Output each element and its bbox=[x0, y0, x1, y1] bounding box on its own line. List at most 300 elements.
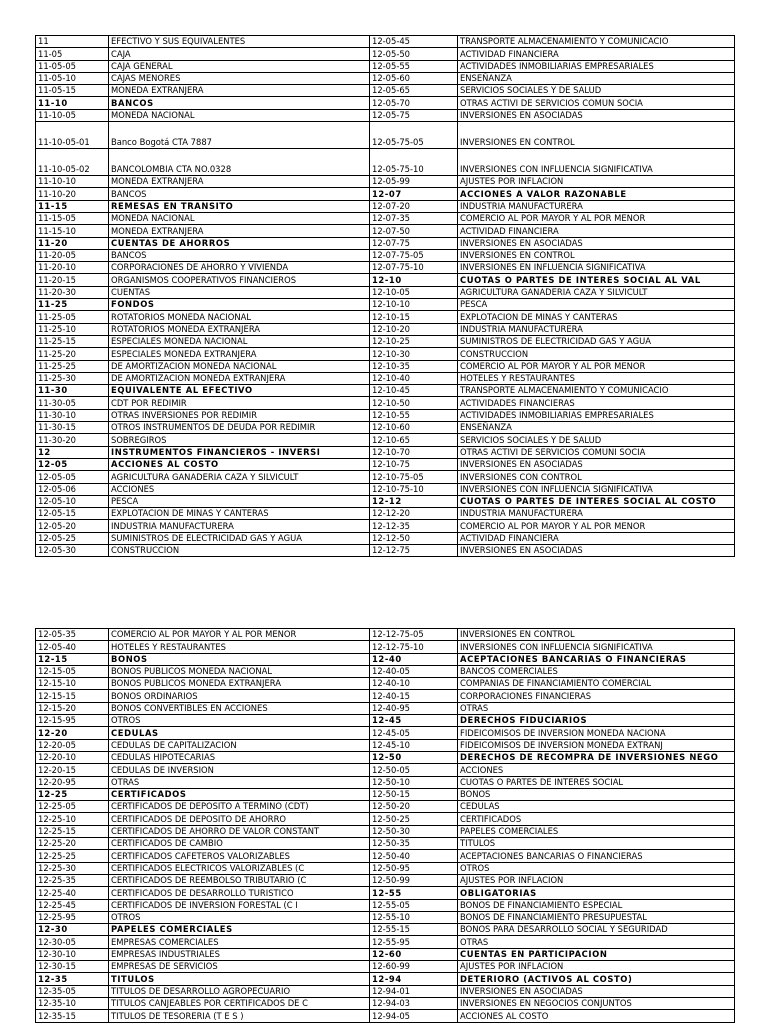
right-code-cell: 12-07-75 bbox=[370, 237, 458, 249]
left-description-cell: BANCOS bbox=[109, 249, 370, 261]
left-code-cell: 11-30-15 bbox=[36, 422, 109, 434]
table-row bbox=[36, 360, 735, 372]
right-code-cell: 12-05-75-05 bbox=[370, 122, 458, 149]
left-code-cell: 12-25-45 bbox=[36, 899, 109, 911]
left-code-cell: 11-05 bbox=[36, 48, 109, 60]
right-description-cell: INDUSTRIA MANUFACTURERA bbox=[458, 200, 735, 212]
right-code-cell: 12-50-05 bbox=[370, 764, 458, 776]
left-code-cell: 12-25 bbox=[36, 788, 109, 800]
right-code-cell: 12-94-03 bbox=[370, 997, 458, 1009]
right-code-cell: 12-05-65 bbox=[370, 85, 458, 97]
table-row bbox=[36, 483, 735, 495]
table-row bbox=[36, 225, 735, 237]
right-description-cell: OTRAS bbox=[458, 702, 735, 714]
right-description-cell: CUOTAS O PARTES DE INTERES SOCIAL bbox=[458, 776, 735, 788]
left-code-cell: 12-25-30 bbox=[36, 862, 109, 874]
right-code-cell: 12-07-20 bbox=[370, 200, 458, 212]
right-description-cell: ACCIONES bbox=[458, 764, 735, 776]
left-code-cell: 12-05-40 bbox=[36, 641, 109, 653]
right-code-cell: 12-50 bbox=[370, 751, 458, 763]
left-code-cell: 11-20-10 bbox=[36, 262, 109, 274]
right-description-cell: COMERCIO AL POR MAYOR Y AL POR MENOR bbox=[458, 520, 735, 532]
table-row bbox=[36, 678, 735, 690]
right-code-cell: 12-05-99 bbox=[370, 176, 458, 188]
right-code-cell: 12-05-50 bbox=[370, 48, 458, 60]
table-row bbox=[36, 985, 735, 997]
table-row bbox=[36, 641, 735, 653]
table-row bbox=[36, 471, 735, 483]
table-row bbox=[36, 249, 735, 261]
right-description-cell: FIDEICOMISOS DE INVERSION MONEDA EXTRANJ bbox=[458, 739, 735, 751]
table-row bbox=[36, 48, 735, 60]
right-code-cell: 12-05-75-10 bbox=[370, 149, 458, 176]
accounts-table-top bbox=[35, 35, 735, 557]
left-code-cell: 12-35 bbox=[36, 973, 109, 985]
left-code-cell: 11-05-10 bbox=[36, 72, 109, 84]
left-code-cell: 12-25-40 bbox=[36, 887, 109, 899]
right-description-cell: BONOS DE FINANCIAMIENTO ESPECIAL bbox=[458, 899, 735, 911]
left-code-cell: 11-15-05 bbox=[36, 212, 109, 224]
left-description-cell: EFECTIVO Y SUS EQUIVALENTES bbox=[109, 36, 370, 48]
left-code-cell: 11-10-05-02 bbox=[36, 149, 109, 176]
left-description-cell: BONOS PUBLICOS MONEDA NACIONAL bbox=[109, 665, 370, 677]
right-description-cell: INVERSIONES CON INFLUENCIA SIGNIFICATIVA bbox=[458, 483, 735, 495]
left-code-cell: 12-05-30 bbox=[36, 544, 109, 556]
left-code-cell: 12-35-10 bbox=[36, 997, 109, 1009]
right-code-cell: 12-50-25 bbox=[370, 813, 458, 825]
left-description-cell: TITULOS CANJEABLES POR CERTIFICADOS DE C bbox=[109, 997, 370, 1009]
left-description-cell: CERTIFICADOS DE REEMBOLSO TRIBUTARIO (C bbox=[109, 874, 370, 886]
right-description-cell: INDUSTRIA MANUFACTURERA bbox=[458, 508, 735, 520]
table-row bbox=[36, 335, 735, 347]
left-code-cell: 12-20-15 bbox=[36, 764, 109, 776]
right-description-cell: ACTIVIDAD FINANCIERA bbox=[458, 225, 735, 237]
table-row bbox=[36, 715, 735, 727]
table-row bbox=[36, 1010, 735, 1022]
table-row bbox=[36, 72, 735, 84]
right-code-cell: 12-07 bbox=[370, 188, 458, 200]
left-code-cell: 11-20-30 bbox=[36, 286, 109, 298]
table-row bbox=[36, 60, 735, 72]
right-code-cell: 12-12-20 bbox=[370, 508, 458, 520]
left-code-cell: 12-15-15 bbox=[36, 690, 109, 702]
table-row bbox=[36, 764, 735, 776]
left-description-cell: BONOS CONVERTIBLES EN ACCIONES bbox=[109, 702, 370, 714]
right-description-cell: CEDULAS bbox=[458, 801, 735, 813]
left-description-cell: BANCOS bbox=[109, 97, 370, 109]
right-code-cell: 12-10-65 bbox=[370, 434, 458, 446]
table-row bbox=[36, 397, 735, 409]
table-row bbox=[36, 85, 735, 97]
left-description-cell: CERTIFICADOS DE INVERSION FORESTAL (C I bbox=[109, 899, 370, 911]
left-description-cell: ESPECIALES MONEDA EXTRANJERA bbox=[109, 348, 370, 360]
left-description-cell: OTROS bbox=[109, 715, 370, 727]
right-code-cell: 12-40-95 bbox=[370, 702, 458, 714]
right-description-cell: CORPORACIONES FINANCIERAS bbox=[458, 690, 735, 702]
left-description-cell: MONEDA EXTRANJERA bbox=[109, 85, 370, 97]
table-row bbox=[36, 149, 735, 176]
right-code-cell: 12-55 bbox=[370, 887, 458, 899]
right-code-cell: 12-60 bbox=[370, 948, 458, 960]
table-row bbox=[36, 200, 735, 212]
table-row bbox=[36, 544, 735, 556]
table-row bbox=[36, 751, 735, 763]
left-code-cell: 12-20-05 bbox=[36, 739, 109, 751]
left-code-cell: 12-35-15 bbox=[36, 1010, 109, 1022]
right-description-cell: CONSTRUCCION bbox=[458, 348, 735, 360]
right-code-cell: 12-10-15 bbox=[370, 311, 458, 323]
right-code-cell: 12-05-70 bbox=[370, 97, 458, 109]
left-code-cell: 12-25-15 bbox=[36, 825, 109, 837]
left-code-cell: 12-05 bbox=[36, 458, 109, 470]
right-description-cell: INVERSIONES EN INFLUENCIA SIGNIFICATIVA bbox=[458, 262, 735, 274]
left-code-cell: 11-30-20 bbox=[36, 434, 109, 446]
right-code-cell: 12-10-05 bbox=[370, 286, 458, 298]
table-row bbox=[36, 495, 735, 507]
right-code-cell: 12-50-35 bbox=[370, 838, 458, 850]
left-description-cell: EMPRESAS DE SERVICIOS bbox=[109, 961, 370, 973]
left-code-cell: 11-25-05 bbox=[36, 311, 109, 323]
left-description-cell: CDT POR REDIMIR bbox=[109, 397, 370, 409]
right-description-cell: PESCA bbox=[458, 299, 735, 311]
right-description-cell: ACEPTACIONES BANCARIAS O FINANCIERAS bbox=[458, 850, 735, 862]
table-row bbox=[36, 237, 735, 249]
left-code-cell: 12-05-15 bbox=[36, 508, 109, 520]
table-row bbox=[36, 629, 735, 641]
right-code-cell: 12-45 bbox=[370, 715, 458, 727]
right-description-cell: CUOTAS O PARTES DE INTERES SOCIAL AL COSTO bbox=[458, 495, 735, 507]
left-description-cell: EXPLOTACION DE MINAS Y CANTERAS bbox=[109, 508, 370, 520]
left-code-cell: 12-15-20 bbox=[36, 702, 109, 714]
left-description-cell: PESCA bbox=[109, 495, 370, 507]
left-code-cell: 11-15 bbox=[36, 200, 109, 212]
right-code-cell: 12-94-01 bbox=[370, 985, 458, 997]
right-code-cell: 12-12-75 bbox=[370, 544, 458, 556]
right-description-cell: TRANSPORTE ALMACENAMIENTO Y COMUNICACIO bbox=[458, 36, 735, 48]
table-row bbox=[36, 690, 735, 702]
right-code-cell: 12-07-35 bbox=[370, 212, 458, 224]
right-description-cell: BONOS DE FINANCIAMIENTO PRESUPUESTAL bbox=[458, 911, 735, 923]
left-description-cell: BANCOLOMBIA CTA NO.0328 bbox=[109, 149, 370, 176]
right-description-cell: AJUSTES POR INFLACION bbox=[458, 961, 735, 973]
right-code-cell: 12-10-70 bbox=[370, 446, 458, 458]
right-description-cell: COMERCIO AL POR MAYOR Y AL POR MENOR bbox=[458, 360, 735, 372]
right-code-cell: 12-12-75-05 bbox=[370, 629, 458, 641]
left-description-cell: CEDULAS bbox=[109, 727, 370, 739]
left-code-cell: 12-20-10 bbox=[36, 751, 109, 763]
right-description-cell: INVERSIONES EN ASOCIADAS bbox=[458, 458, 735, 470]
right-code-cell: 12-12 bbox=[370, 495, 458, 507]
table-row bbox=[36, 874, 735, 886]
right-code-cell: 12-05-60 bbox=[370, 72, 458, 84]
right-description-cell: INVERSIONES EN CONTROL bbox=[458, 249, 735, 261]
right-description-cell: ENSEÑANZA bbox=[458, 72, 735, 84]
left-code-cell: 12-20 bbox=[36, 727, 109, 739]
left-code-cell: 12-15 bbox=[36, 653, 109, 665]
table-row bbox=[36, 924, 735, 936]
left-description-cell: CERTIFICADOS DE AHORRO DE VALOR CONSTANT bbox=[109, 825, 370, 837]
left-description-cell: CERTIFICADOS DE DEPOSITO DE AHORRO bbox=[109, 813, 370, 825]
right-description-cell: AGRICULTURA GANADERIA CAZA Y SILVICULT bbox=[458, 286, 735, 298]
left-code-cell: 11-15-10 bbox=[36, 225, 109, 237]
right-code-cell: 12-05-75 bbox=[370, 109, 458, 121]
right-description-cell: INVERSIONES EN CONTROL bbox=[458, 629, 735, 641]
left-description-cell: INDUSTRIA MANUFACTURERA bbox=[109, 520, 370, 532]
left-code-cell: 12-15-95 bbox=[36, 715, 109, 727]
left-code-cell: 12-05-20 bbox=[36, 520, 109, 532]
right-code-cell: 12-10-75-05 bbox=[370, 471, 458, 483]
right-code-cell: 12-10-20 bbox=[370, 323, 458, 335]
table-row bbox=[36, 788, 735, 800]
left-description-cell: DE AMORTIZACION MONEDA NACIONAL bbox=[109, 360, 370, 372]
left-code-cell: 12-05-35 bbox=[36, 629, 109, 641]
left-code-cell: 11-05-15 bbox=[36, 85, 109, 97]
left-code-cell: 12-05-25 bbox=[36, 532, 109, 544]
left-code-cell: 12-30-05 bbox=[36, 936, 109, 948]
right-description-cell: BONOS PARA DESARROLLO SOCIAL Y SEGURIDAD bbox=[458, 924, 735, 936]
left-description-cell: CERTIFICADOS DE DEPOSITO A TERMINO (CDT) bbox=[109, 801, 370, 813]
left-description-cell: OTRAS bbox=[109, 776, 370, 788]
left-description-cell: ROTATORIOS MONEDA EXTRANJERA bbox=[109, 323, 370, 335]
right-description-cell: INVERSIONES CON INFLUENCIA SIGNIFICATIVA bbox=[458, 149, 735, 176]
left-description-cell: SOBREGIROS bbox=[109, 434, 370, 446]
right-code-cell: 12-40 bbox=[370, 653, 458, 665]
accounts-table-bottom bbox=[35, 628, 735, 1023]
right-code-cell: 12-50-95 bbox=[370, 862, 458, 874]
left-description-cell: CEDULAS HIPOTECARIAS bbox=[109, 751, 370, 763]
right-code-cell: 12-50-30 bbox=[370, 825, 458, 837]
right-code-cell: 12-10-10 bbox=[370, 299, 458, 311]
left-code-cell: 11-10-20 bbox=[36, 188, 109, 200]
right-description-cell: DETERIORO (ACTIVOS AL COSTO) bbox=[458, 973, 735, 985]
right-code-cell: 12-07-75-05 bbox=[370, 249, 458, 261]
left-description-cell: CUENTAS bbox=[109, 286, 370, 298]
right-code-cell: 12-10-75 bbox=[370, 458, 458, 470]
left-code-cell: 11-30-10 bbox=[36, 409, 109, 421]
left-code-cell: 11 bbox=[36, 36, 109, 48]
right-description-cell: PAPELES COMERCIALES bbox=[458, 825, 735, 837]
right-code-cell: 12-12-50 bbox=[370, 532, 458, 544]
right-description-cell: TITULOS bbox=[458, 838, 735, 850]
right-description-cell: INVERSIONES EN ASOCIADAS bbox=[458, 237, 735, 249]
left-code-cell: 11-10-05-01 bbox=[36, 122, 109, 149]
table-row bbox=[36, 665, 735, 677]
right-description-cell: ENSEÑANZA bbox=[458, 422, 735, 434]
right-description-cell: ACCIONES AL COSTO bbox=[458, 1010, 735, 1022]
left-description-cell: AGRICULTURA GANADERIA CAZA Y SILVICULT bbox=[109, 471, 370, 483]
table-row bbox=[36, 911, 735, 923]
right-description-cell: EXPLOTACION DE MINAS Y CANTERAS bbox=[458, 311, 735, 323]
table-row bbox=[36, 409, 735, 421]
right-code-cell: 12-50-15 bbox=[370, 788, 458, 800]
table-row bbox=[36, 508, 735, 520]
left-description-cell: TITULOS bbox=[109, 973, 370, 985]
left-code-cell: 12-30 bbox=[36, 924, 109, 936]
table-row bbox=[36, 446, 735, 458]
table-row bbox=[36, 653, 735, 665]
left-description-cell: CEDULAS DE CAPITALIZACION bbox=[109, 739, 370, 751]
table-row bbox=[36, 997, 735, 1009]
left-code-cell: 11-10-05 bbox=[36, 109, 109, 121]
left-description-cell: BONOS ORDINARIOS bbox=[109, 690, 370, 702]
left-code-cell: 12-30-15 bbox=[36, 961, 109, 973]
right-code-cell: 12-10-40 bbox=[370, 372, 458, 384]
left-description-cell: CERTIFICADOS DE CAMBIO bbox=[109, 838, 370, 850]
right-code-cell: 12-40-15 bbox=[370, 690, 458, 702]
left-code-cell: 11-25-10 bbox=[36, 323, 109, 335]
left-description-cell: EQUIVALENTE AL EFECTIVO bbox=[109, 385, 370, 397]
left-code-cell: 11-25-20 bbox=[36, 348, 109, 360]
left-code-cell: 11-10-10 bbox=[36, 176, 109, 188]
right-code-cell: 12-50-40 bbox=[370, 850, 458, 862]
left-description-cell: BONOS PUBLICOS MONEDA EXTRANJERA bbox=[109, 678, 370, 690]
table-row bbox=[36, 850, 735, 862]
left-code-cell: 12-15-10 bbox=[36, 678, 109, 690]
left-description-cell: ACCIONES AL COSTO bbox=[109, 458, 370, 470]
left-code-cell: 12-25-35 bbox=[36, 874, 109, 886]
right-code-cell: 12-12-35 bbox=[370, 520, 458, 532]
right-description-cell: DERECHOS DE RECOMPRA DE INVERSIONES NEGO bbox=[458, 751, 735, 763]
right-description-cell: INDUSTRIA MANUFACTURERA bbox=[458, 323, 735, 335]
table-row bbox=[36, 299, 735, 311]
left-code-cell: 12-05-06 bbox=[36, 483, 109, 495]
left-code-cell: 11-25-15 bbox=[36, 335, 109, 347]
left-description-cell: DE AMORTIZACION MONEDA EXTRANJERA bbox=[109, 372, 370, 384]
right-description-cell: COMPANIAS DE FINANCIAMIENTO COMERCIAL bbox=[458, 678, 735, 690]
right-description-cell: ACTIVIDADES FINANCIERAS bbox=[458, 397, 735, 409]
table-row bbox=[36, 97, 735, 109]
right-code-cell: 12-40-05 bbox=[370, 665, 458, 677]
left-description-cell: CUENTAS DE AHORROS bbox=[109, 237, 370, 249]
right-code-cell: 12-45-05 bbox=[370, 727, 458, 739]
right-description-cell: CUOTAS O PARTES DE INTERES SOCIAL AL VAL bbox=[458, 274, 735, 286]
left-description-cell: EMPRESAS COMERCIALES bbox=[109, 936, 370, 948]
table-row bbox=[36, 385, 735, 397]
right-code-cell: 12-50-99 bbox=[370, 874, 458, 886]
left-code-cell: 11-25-25 bbox=[36, 360, 109, 372]
right-description-cell: HOTELES Y RESTAURANTES bbox=[458, 372, 735, 384]
left-description-cell: MONEDA NACIONAL bbox=[109, 109, 370, 121]
left-code-cell: 12-05-05 bbox=[36, 471, 109, 483]
table-row bbox=[36, 961, 735, 973]
right-description-cell: CERTIFICADOS bbox=[458, 813, 735, 825]
right-code-cell: 12-40-10 bbox=[370, 678, 458, 690]
table-row bbox=[36, 801, 735, 813]
table-row bbox=[36, 122, 735, 149]
right-description-cell: ACTIVIDADES INMOBILIARIAS EMPRESARIALES bbox=[458, 60, 735, 72]
right-description-cell: TRANSPORTE ALMACENAMIENTO Y COMUNICACIO bbox=[458, 385, 735, 397]
right-code-cell: 12-10-55 bbox=[370, 409, 458, 421]
right-description-cell: OTROS bbox=[458, 862, 735, 874]
right-code-cell: 12-07-75-10 bbox=[370, 262, 458, 274]
left-code-cell: 11-05-05 bbox=[36, 60, 109, 72]
table-row bbox=[36, 862, 735, 874]
right-code-cell: 12-10-35 bbox=[370, 360, 458, 372]
right-code-cell: 12-10-50 bbox=[370, 397, 458, 409]
right-code-cell: 12-07-50 bbox=[370, 225, 458, 237]
left-description-cell: ACCIONES bbox=[109, 483, 370, 495]
left-description-cell: ESPECIALES MONEDA NACIONAL bbox=[109, 335, 370, 347]
right-code-cell: 12-55-95 bbox=[370, 936, 458, 948]
left-description-cell: BANCOS bbox=[109, 188, 370, 200]
right-description-cell: INVERSIONES EN CONTROL bbox=[458, 122, 735, 149]
left-description-cell: INSTRUMENTOS FINANCIEROS - INVERSI bbox=[109, 446, 370, 458]
right-description-cell: OTRAS ACTIVI DE SERVICIOS COMUN SOCIA bbox=[458, 97, 735, 109]
left-description-cell: CERTIFICADOS ELECTRICOS VALORIZABLES (C bbox=[109, 862, 370, 874]
right-code-cell: 12-94-05 bbox=[370, 1010, 458, 1022]
right-description-cell: ACCIONES A VALOR RAZONABLE bbox=[458, 188, 735, 200]
table-row bbox=[36, 776, 735, 788]
table-row bbox=[36, 825, 735, 837]
right-description-cell: SERVICIOS SOCIALES Y DE SALUD bbox=[458, 85, 735, 97]
right-description-cell: COMERCIO AL POR MAYOR Y AL POR MENOR bbox=[458, 212, 735, 224]
left-description-cell: OTRAS INVERSIONES POR REDIMIR bbox=[109, 409, 370, 421]
left-description-cell: OTROS INSTRUMENTOS DE DEUDA POR REDIMIR bbox=[109, 422, 370, 434]
right-code-cell: 12-60-99 bbox=[370, 961, 458, 973]
left-code-cell: 11-30 bbox=[36, 385, 109, 397]
right-description-cell: DERECHOS FIDUCIARIOS bbox=[458, 715, 735, 727]
table-row bbox=[36, 458, 735, 470]
right-description-cell: OTRAS ACTIVI DE SERVICIOS COMUNI SOCIA bbox=[458, 446, 735, 458]
left-code-cell: 12-35-05 bbox=[36, 985, 109, 997]
right-description-cell: ACEPTACIONES BANCARIAS O FINANCIERAS bbox=[458, 653, 735, 665]
right-code-cell: 12-10-60 bbox=[370, 422, 458, 434]
right-description-cell: AJUSTES POR INFLACION bbox=[458, 874, 735, 886]
right-description-cell: ACTIVIDADES INMOBILIARIAS EMPRESARIALES bbox=[458, 409, 735, 421]
table-row bbox=[36, 936, 735, 948]
right-description-cell: ACTIVIDAD FINANCIERA bbox=[458, 48, 735, 60]
left-description-cell: MONEDA EXTRANJERA bbox=[109, 225, 370, 237]
table-row bbox=[36, 262, 735, 274]
left-code-cell: 12-25-05 bbox=[36, 801, 109, 813]
table-row bbox=[36, 286, 735, 298]
left-description-cell: COMERCIO AL POR MAYOR Y AL POR MENOR bbox=[109, 629, 370, 641]
right-code-cell: 12-10-30 bbox=[370, 348, 458, 360]
left-code-cell: 12-20-95 bbox=[36, 776, 109, 788]
left-description-cell: TITULOS DE DESARROLLO AGROPECUARIO bbox=[109, 985, 370, 997]
right-code-cell: 12-10-25 bbox=[370, 335, 458, 347]
left-description-cell: CAJA GENERAL bbox=[109, 60, 370, 72]
right-description-cell: SUMINISTROS DE ELECTRICIDAD GAS Y AGUA bbox=[458, 335, 735, 347]
right-code-cell: 12-55-15 bbox=[370, 924, 458, 936]
right-description-cell: BANCOS COMERCIALES bbox=[458, 665, 735, 677]
left-description-cell: CERTIFICADOS CAFETEROS VALORIZABLES bbox=[109, 850, 370, 862]
table-row bbox=[36, 109, 735, 121]
right-description-cell: INVERSIONES EN NEGOCIOS CONJUNTOS bbox=[458, 997, 735, 1009]
left-description-cell: CORPORACIONES DE AHORRO Y VIVIENDA bbox=[109, 262, 370, 274]
left-description-cell: TITULOS DE TESORERIA (T E S ) bbox=[109, 1010, 370, 1022]
left-description-cell: EMPRESAS INDUSTRIALES bbox=[109, 948, 370, 960]
left-code-cell: 12-05-10 bbox=[36, 495, 109, 507]
left-code-cell: 11-25-30 bbox=[36, 372, 109, 384]
right-code-cell: 12-55-05 bbox=[370, 899, 458, 911]
right-code-cell: 12-50-20 bbox=[370, 801, 458, 813]
left-code-cell: 12-25-25 bbox=[36, 850, 109, 862]
left-description-cell: ORGANISMOS COOPERATIVOS FINANCIEROS bbox=[109, 274, 370, 286]
table-row bbox=[36, 323, 735, 335]
left-description-cell: CAJA bbox=[109, 48, 370, 60]
right-code-cell: 12-10 bbox=[370, 274, 458, 286]
right-description-cell: INVERSIONES EN ASOCIADAS bbox=[458, 544, 735, 556]
table-row bbox=[36, 973, 735, 985]
table-row bbox=[36, 887, 735, 899]
right-description-cell: INVERSIONES CON INFLUENCIA SIGNIFICATIVA bbox=[458, 641, 735, 653]
table-row bbox=[36, 188, 735, 200]
table-row bbox=[36, 434, 735, 446]
left-code-cell: 12 bbox=[36, 446, 109, 458]
table-row bbox=[36, 176, 735, 188]
left-description-cell: CERTIFICADOS bbox=[109, 788, 370, 800]
